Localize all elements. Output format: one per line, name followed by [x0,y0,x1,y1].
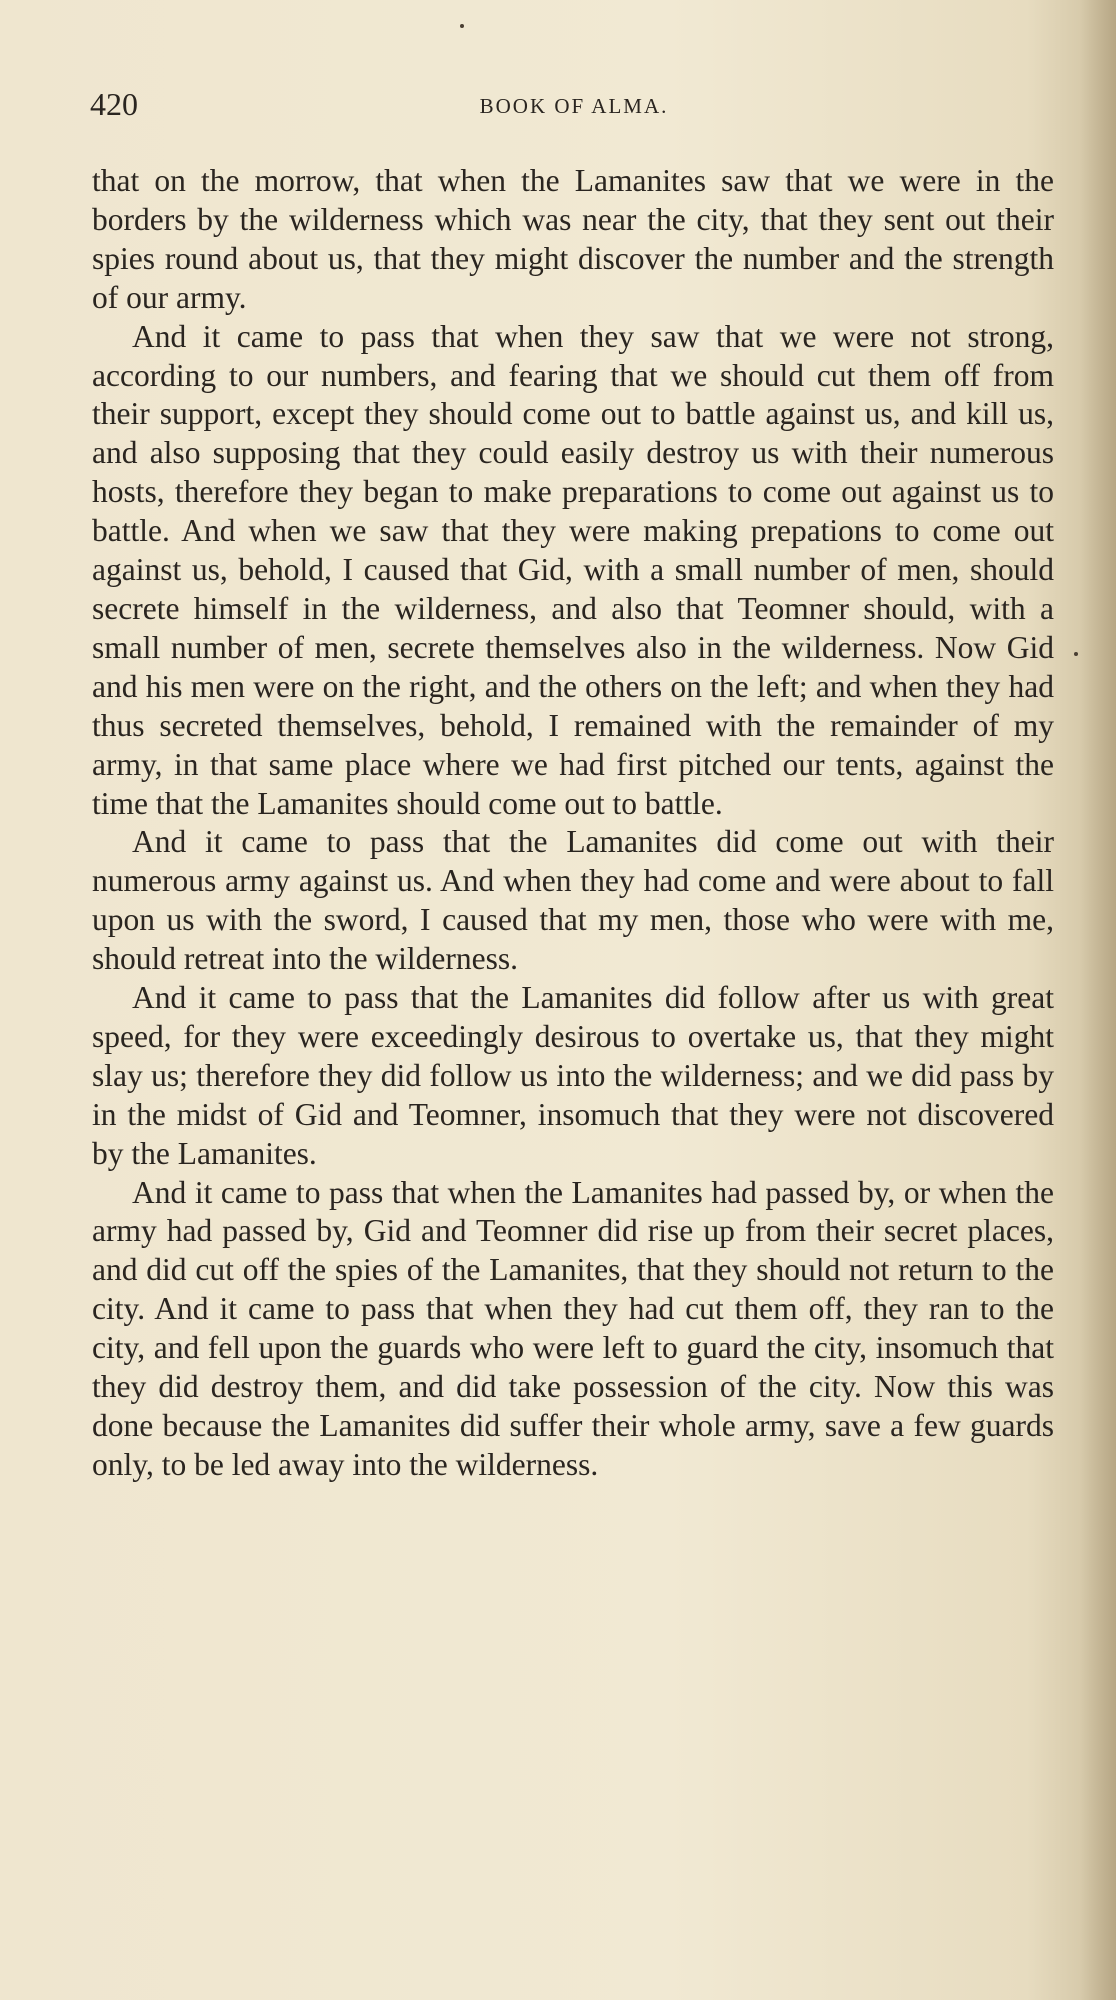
ink-speck [1074,652,1078,656]
paragraph: And it came to pass that the Lamanites did come out with their numerous army against us. And when they had come and were about to fall upon us with the sword, I caused that my men, those who were with me, should retreat into the wilderness. [92,824,1054,977]
ink-speck [460,24,464,28]
body-text [92,162,1054,1485]
paragraph: And it came to pass that the Lamanites did follow after us with great speed, for they were exceedingly desirous to overtake us, that they might slay us; therefore they did follow us into the wilderness; and we did pass by in the midst of Gid and Teomner, insomuch that they were not discovered by the Lamanites. [92,980,1054,1171]
paragraph: that on the morrow, that when the Lamanites saw that we were in the borders by the wilderness which was near the city, that they sent out their spies round about us, that they might discover the number and the strength of our army. [92,163,1054,315]
running-head: BOOK OF ALMA. [479,94,669,118]
paragraph: And it came to pass that when they saw that we were not strong, according to our numbers, and fearing that we should cut them off from their support, except they should come out to battle against us, and kill us, and also supposing that they could easily destroy us with their numerous hosts, therefore they began to make preparations to come out against us to battle. And when we saw that they were making prepations to come out against us, behold, I caused that Gid, with a small number of men, should secrete himself in the wilderness, and also that Teomner should, with a small number of men, secrete themselves also in the wilderness. Now Gid and his men were on the right, and the others on the left; and when they had thus secreted themselves, behold, I remained with the remainder of my army, in that same place where we had first pitched our tents, against the time that the Lamanites should come out to battle. [92,318,1054,821]
paragraph: And it came to pass that when the Lamanites had passed by, or when the army had passed by, Gid and Teomner did rise up from their secret places, and did cut off the spies of the Lamanites, that they should not return to the city. And it came to pass that when they had cut them off, they ran to the city, and fell upon the guards who were left to guard the city, insomuch that they did destroy them, and did take possession of the city. Now this was done because the Lamanites did suffer their whole army, save a few guards only, to be led away into the wilderness. [92,1174,1054,1482]
page-gutter-shadow [1080,0,1116,2000]
page-number: 420 [90,86,138,122]
page-header [90,84,1058,124]
